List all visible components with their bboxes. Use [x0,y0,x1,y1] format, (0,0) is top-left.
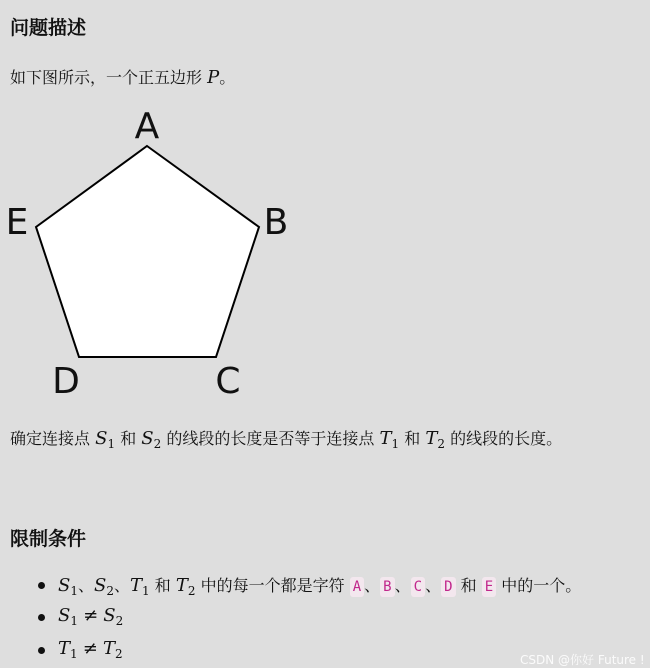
question-and-2: 和 [404,429,421,448]
constraint-item-3: $T_1 \ne T_2$ [58,638,123,661]
question-text-3: 的线段的长度。 [450,429,563,448]
vertex-label-d: D [52,361,80,400]
constraint-item-1: $S_1$、$S_2$、$T_1$ 和 $T_2$ 中的每一个都是字符 A 、 B 、 C 、 D 和 E 中的一个。 [58,575,582,598]
intro-end: 。 [219,68,236,87]
list-bullet [38,582,45,589]
code-char-c: C [411,577,425,597]
vertex-label-a: A [134,106,160,147]
question-and-1: 和 [120,429,137,448]
list-bullet [38,614,45,621]
pentagon-shape [36,146,259,357]
code-char-b: B [380,577,394,597]
code-char-d: D [441,577,455,597]
csdn-watermark: CSDN @你好 Future ! [520,653,645,667]
vertex-label-c: C [215,361,241,400]
intro-paragraph [10,65,235,88]
math-s2: $S_2$ [141,428,162,451]
vertex-label-b: B [263,202,289,243]
code-char-a: A [350,577,364,597]
section-title-constraints: 限制条件 [10,528,87,550]
question-text-2: 的线段的长度是否等于连接点 [166,429,375,448]
vertex-label-e: E [5,202,29,243]
pentagon-figure [0,100,300,400]
question-text-1: 确定连接点 [10,429,91,448]
code-char-e: E [482,577,496,597]
math-t2: $T_2$ [425,428,445,451]
intro-text: 如下图所示，一个正五边形 [10,68,203,87]
intro-variable: P [207,67,220,88]
constraint-item-2: $S_1 \ne S_2$ [58,605,124,628]
list-bullet [38,647,45,654]
math-t1: $T_1$ [379,428,400,451]
question-paragraph [10,426,562,451]
math-s1: $S_1$ [95,428,116,451]
section-title-problem: 问题描述 [10,17,87,39]
